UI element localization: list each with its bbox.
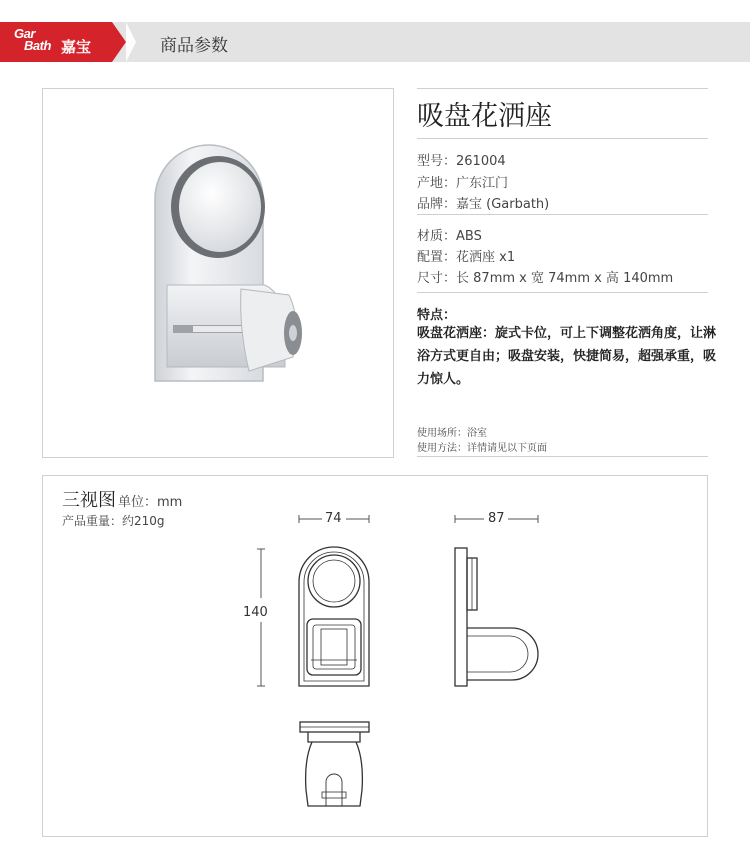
- dim-height-label: 140: [243, 605, 268, 620]
- section-title: 商品参数: [160, 36, 228, 56]
- dim-width-line: [299, 515, 369, 523]
- logo-text-bath: Bath: [24, 38, 51, 53]
- spec-config: 配置：花洒座 x1: [417, 250, 516, 265]
- three-view-unit: 单位：mm: [118, 495, 183, 510]
- usage-place: 使用场所：浴室: [417, 428, 487, 439]
- three-view-title: 三视图: [62, 490, 116, 511]
- dim-depth-line: [455, 515, 538, 523]
- logo-text-cn: 嘉宝: [61, 38, 92, 56]
- features-title: 特点：: [417, 308, 457, 323]
- product-weight: 产品重量：约210g: [62, 514, 165, 528]
- spec-model: 型号：261004: [417, 154, 506, 169]
- dim-height-line: [257, 549, 265, 686]
- front-view-drawing: [299, 547, 369, 686]
- features-body: 吸盘花洒座：旋式卡位，可上下调整花洒角度，让淋浴方式更自由；吸盘安装，快捷简易，超强承重，吸力惊人。: [417, 326, 717, 387]
- side-view-drawing: [455, 548, 538, 686]
- spec-material: 材质：ABS: [417, 229, 482, 244]
- dim-depth-label: 87: [488, 511, 505, 526]
- product-name: 吸盘花洒座: [417, 101, 552, 132]
- dim-width-label: 74: [325, 511, 342, 526]
- spec-origin: 产地：广东江门: [417, 176, 509, 191]
- usage-method: 使用方法：详情请见以下页面: [417, 443, 547, 454]
- spec-brand: 品牌：嘉宝 (Garbath): [417, 197, 550, 212]
- logo-text-gar: Gar: [14, 26, 35, 41]
- top-view-drawing: [300, 722, 369, 806]
- spec-size: 尺寸：长 87mm x 宽 74mm x 高 140mm: [417, 271, 674, 286]
